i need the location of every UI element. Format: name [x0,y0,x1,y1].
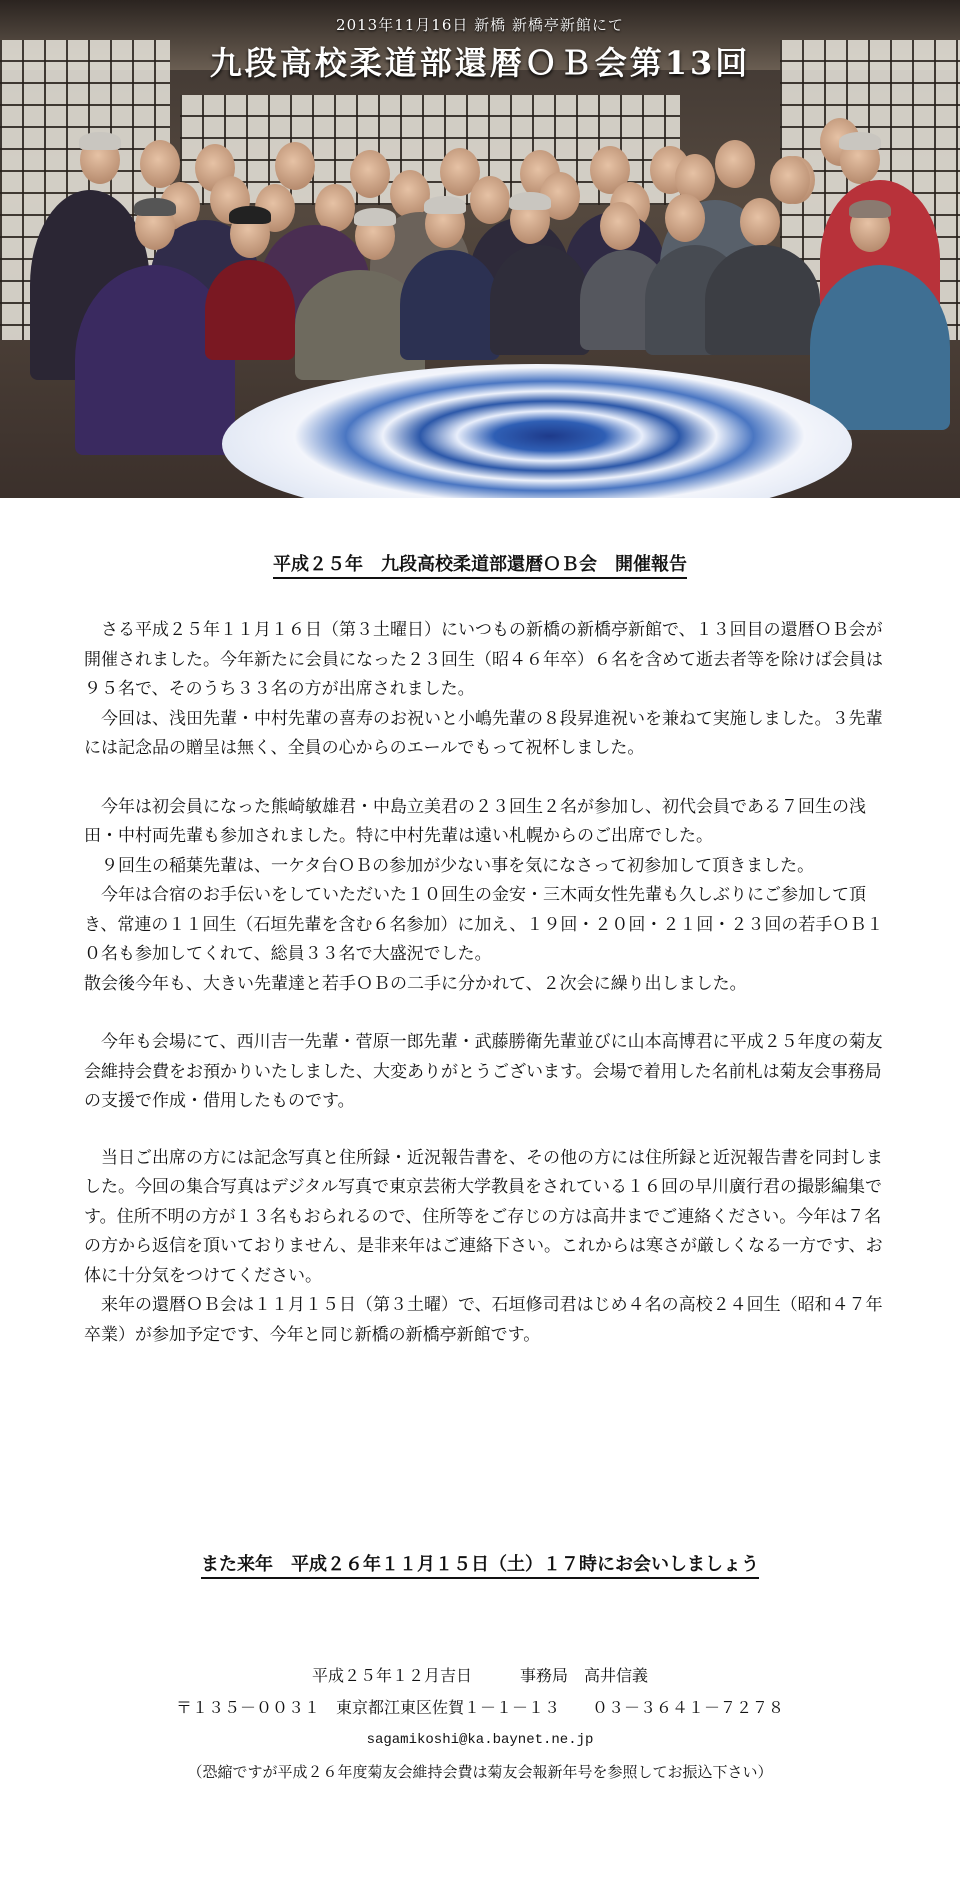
email-link[interactable]: sagamikoshi@ka.baynet.ne.jp [366,1732,594,1748]
address-phone: 〒１３５－００３１ 東京都江東区佐賀１－１－１３ ０３－３６４１－７２７８ [175,1698,784,1717]
paragraph: 来年の還暦ＯＢ会は１１月１５日（第３土曜）で、石垣修司君はじめ４名の高校２４回生（昭和４７年卒業）が参加予定です、今年と同じ新橋の新橋亭新館です。 [84,1295,883,1345]
closing-line: また来年 平成２６年１１月１５日（土）１７時にお会いしましょう [0,1550,960,1576]
paragraph: さる平成２５年１１月１６日（第３土曜日）にいつもの新橋の新橋亭新館で、１３回目の還暦ＯＢ会が開催されました。今年新たに会員になった２３回生（昭４６年卒）６名を含めて逝去者等を除けば会員は９５名で、そのうち３３名の方が出席されました。 [84,620,883,699]
date-sender: 平成２５年１２月吉日 事務局 高井信義 [311,1666,648,1685]
paragraph: 散会後今年も、大きい先輩達と若手ＯＢの二手に分かれて、２次会に繰り出しました。 [84,973,747,994]
paragraph: 今年は初会員になった熊崎敏雄君・中島立美君の２３回生２名が参加し、初代会員である７回生の浅田・中村両先輩も参加されました。特に中村先輩は遠い札幌からのご出席でした。 [84,796,866,846]
paragraph: 今年は合宿のお手伝いをしていただいた１０回生の金安・三木両女性先輩も久しぶりにご参加して頂き、常連の１１回生（石垣先輩を含む６名参加）に加え、１９回・２０回・２１回・２３回の若手ＯＢ１０名も参加してくれて、総員３３名で大盛況でした。 [84,885,884,964]
report-body [84,616,894,1350]
paragraph: 今回は、浅田先輩・中村先輩の喜寿のお祝いと小嶋先輩の８段昇進祝いを兼ねて実施しました。３先輩には記念品の贈呈は無く、全員の心からのエールでもって祝杯しました。 [84,708,883,758]
paragraph: ９回生の稲葉先輩は、一ケタ台ＯＢの参加が少ない事を気になさって初参加して頂きました。 [84,855,815,876]
fee-note: （恐縮ですが平成２６年度菊友会維持会費は菊友会報新年号を参照してお振込下さい） [187,1763,773,1781]
footer [0,1660,960,1788]
photo-subtitle: 2013年11月16日 新橋 新橋亭新館にて [336,16,624,34]
paragraph: 当日ご出席の方には記念写真と住所録・近況報告書を、その他の方には住所録と近況報告書を同封しました。今回の集合写真はデジタル写真で東京芸術大学教員をされている１６回の早川廣行君の撮影編集です。住所不明の方が１３名もおられるので、住所等をご存じの方は高井までご連絡ください。今年は７名の方から返信を頂いておりません、是非来年はご連絡下さい。これからは寒さが厳しくなる一方です、お体に十分気をつけてください。 [84,1147,883,1286]
paragraph: 今年も会場にて、西川吉一先輩・菅原一郎先輩・武藤勝衛先輩並びに山本高博君に平成２５年度の菊友会維持会費をお預かりいたしました、大変ありがとうございます。会場で着用した名前札は菊友会事務局の支援で作成・借用したものです。 [84,1032,883,1111]
photo-title: 九段高校柔道部還暦ＯＢ会第13回 [209,44,751,82]
report-title: 平成２５年 九段高校柔道部還暦ＯＢ会 開催報告 [0,550,960,576]
group-photo [0,0,960,498]
